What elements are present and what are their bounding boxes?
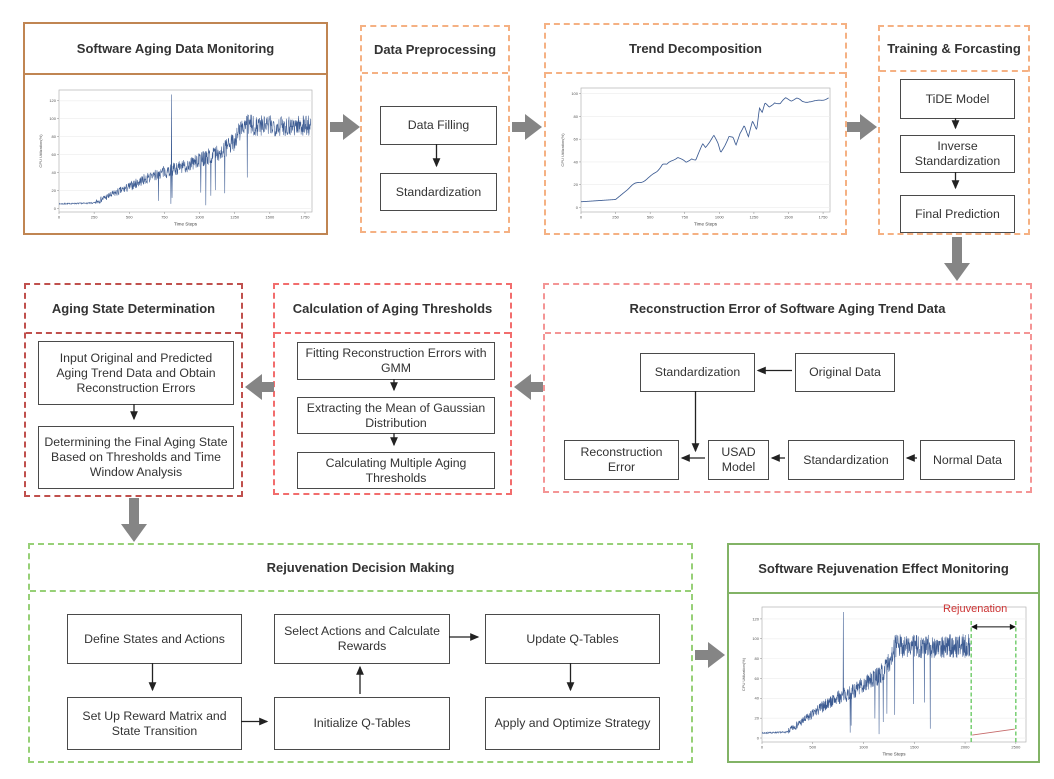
svg-text:60: 60 — [754, 675, 759, 681]
svg-text:0: 0 — [756, 735, 759, 741]
node-fitting-gmm: Fitting Reconstruction Errors with GMM — [297, 342, 495, 380]
rejuvenation-chart — [740, 601, 1032, 758]
svg-text:Time Steps: Time Steps — [882, 751, 906, 757]
svg-text:1500: 1500 — [265, 214, 275, 220]
svg-text:120: 120 — [49, 98, 56, 104]
svg-text:750: 750 — [681, 214, 689, 220]
panel-rejuvenation-effect-monitoring — [727, 543, 1040, 763]
panel-title: Software Rejuvenation Effect Monitoring — [729, 545, 1038, 594]
svg-text:CPU Utilization(%): CPU Utilization(%) — [741, 657, 746, 692]
svg-text:20: 20 — [573, 182, 578, 188]
svg-text:1000: 1000 — [195, 214, 205, 220]
svg-text:250: 250 — [90, 214, 98, 220]
node-reconstruction-error: Reconstruction Error — [564, 440, 679, 480]
node-extracting-mean: Extracting the Mean of Gaussian Distribution — [297, 397, 495, 434]
svg-text:20: 20 — [754, 715, 759, 721]
flow-arrow-left-icon — [514, 374, 543, 400]
svg-text:40: 40 — [573, 159, 578, 165]
svg-text:0: 0 — [53, 205, 56, 211]
panel-title: Software Aging Data Monitoring — [25, 24, 326, 75]
panel-software-aging-data-monitoring — [23, 22, 328, 235]
svg-text:1500: 1500 — [909, 744, 919, 750]
svg-text:500: 500 — [809, 744, 817, 750]
node-normal-data: Normal Data — [920, 440, 1015, 480]
svg-text:1000: 1000 — [859, 744, 868, 750]
flow-arrow-right-icon — [512, 114, 542, 140]
panel-data-preprocessing — [360, 25, 510, 233]
svg-text:Time Steps: Time Steps — [173, 221, 198, 227]
node-select-actions-rewards: Select Actions and Calculate Rewards — [274, 614, 450, 664]
svg-text:60: 60 — [51, 151, 56, 157]
node-input-reconstruction-errors: Input Original and Predicted Aging Trend Data and Obtain Reconstruction Errors — [38, 341, 234, 405]
svg-text:40: 40 — [754, 695, 759, 701]
svg-text:1750: 1750 — [818, 214, 828, 220]
flow-arrow-down-icon — [121, 498, 147, 542]
panel-title: Trend Decomposition — [546, 25, 845, 74]
svg-text:500: 500 — [125, 214, 133, 220]
svg-text:80: 80 — [573, 113, 578, 119]
svg-text:60: 60 — [573, 136, 578, 142]
flow-arrow-right-icon — [847, 114, 877, 140]
node-data-filling: Data Filling — [380, 106, 497, 145]
svg-text:1500: 1500 — [784, 214, 793, 220]
panel-title: Aging State Determination — [26, 285, 241, 334]
trend-chart — [559, 82, 836, 228]
flow-arrow-right-icon — [330, 114, 360, 140]
node-update-q-tables: Update Q-Tables — [485, 614, 660, 664]
svg-text:0: 0 — [575, 204, 578, 210]
node-determine-final-state: Determining the Final Aging State Based on Thresholds and Time Window Analysis — [38, 426, 234, 489]
svg-text:1000: 1000 — [714, 214, 724, 220]
panel-title: Reconstruction Error of Software Aging Trend Data — [545, 285, 1030, 334]
svg-text:Time Steps: Time Steps — [693, 221, 718, 227]
node-apply-optimize-strategy: Apply and Optimize Strategy — [485, 697, 660, 750]
panel-trend-decomposition — [544, 23, 847, 235]
node-define-states-actions: Define States and Actions — [67, 614, 242, 664]
svg-text:2500: 2500 — [1011, 744, 1021, 750]
node-usad-model: USAD Model — [708, 440, 769, 480]
svg-text:100: 100 — [571, 91, 578, 97]
svg-text:1250: 1250 — [230, 214, 240, 220]
svg-text:2000: 2000 — [960, 744, 970, 750]
node-setup-reward-matrix: Set Up Reward Matrix and State Transition — [67, 697, 242, 750]
flow-arrow-left-icon — [245, 374, 274, 400]
panel-aging-state-determination — [24, 283, 243, 497]
panel-title: Data Preprocessing — [362, 27, 508, 74]
panel-aging-thresholds — [273, 283, 512, 495]
node-standardization: Standardization — [380, 173, 497, 211]
svg-text:80: 80 — [754, 656, 759, 662]
svg-text:20: 20 — [51, 187, 56, 193]
svg-text:100: 100 — [49, 116, 56, 122]
node-original-data: Original Data — [795, 353, 895, 392]
node-inverse-standardization: Inverse Standardization — [900, 135, 1015, 173]
svg-text:0: 0 — [760, 744, 764, 750]
svg-text:500: 500 — [646, 214, 654, 220]
svg-text:1750: 1750 — [300, 214, 310, 220]
panel-training-forecasting — [878, 25, 1030, 235]
panel-rejuvenation-decision-making — [28, 543, 693, 763]
panel-title: Calculation of Aging Thresholds — [275, 285, 510, 334]
panel-reconstruction-error — [543, 283, 1032, 493]
svg-text:750: 750 — [161, 214, 168, 220]
node-calculating-thresholds: Calculating Multiple Aging Thresholds — [297, 452, 495, 489]
svg-text:80: 80 — [51, 134, 56, 140]
svg-text:100: 100 — [752, 636, 759, 642]
node-tide-model: TiDE Model — [900, 79, 1015, 119]
panel-title: Rejuvenation Decision Making — [30, 545, 691, 592]
svg-text:CPU Utilization(%): CPU Utilization(%) — [38, 134, 43, 168]
node-standardization-top: Standardization — [640, 353, 755, 392]
svg-text:1250: 1250 — [749, 214, 759, 220]
panel-title: Training & Forcasting — [880, 27, 1028, 72]
svg-text:120: 120 — [752, 616, 759, 622]
svg-text:0: 0 — [579, 214, 583, 220]
svg-text:CPU Utilization(%): CPU Utilization(%) — [560, 133, 565, 167]
flow-arrow-down-icon — [944, 237, 970, 281]
node-final-prediction: Final Prediction — [900, 195, 1015, 233]
flow-arrow-right-icon — [695, 642, 725, 668]
node-initialize-q-tables: Initialize Q-Tables — [274, 697, 450, 750]
rejuvenation-annotation: Rejuvenation — [943, 603, 1008, 615]
svg-text:250: 250 — [612, 214, 619, 220]
svg-text:0: 0 — [57, 214, 61, 220]
node-standardization-bottom: Standardization — [788, 440, 904, 480]
aging-data-chart — [37, 84, 318, 228]
svg-text:40: 40 — [51, 169, 56, 175]
